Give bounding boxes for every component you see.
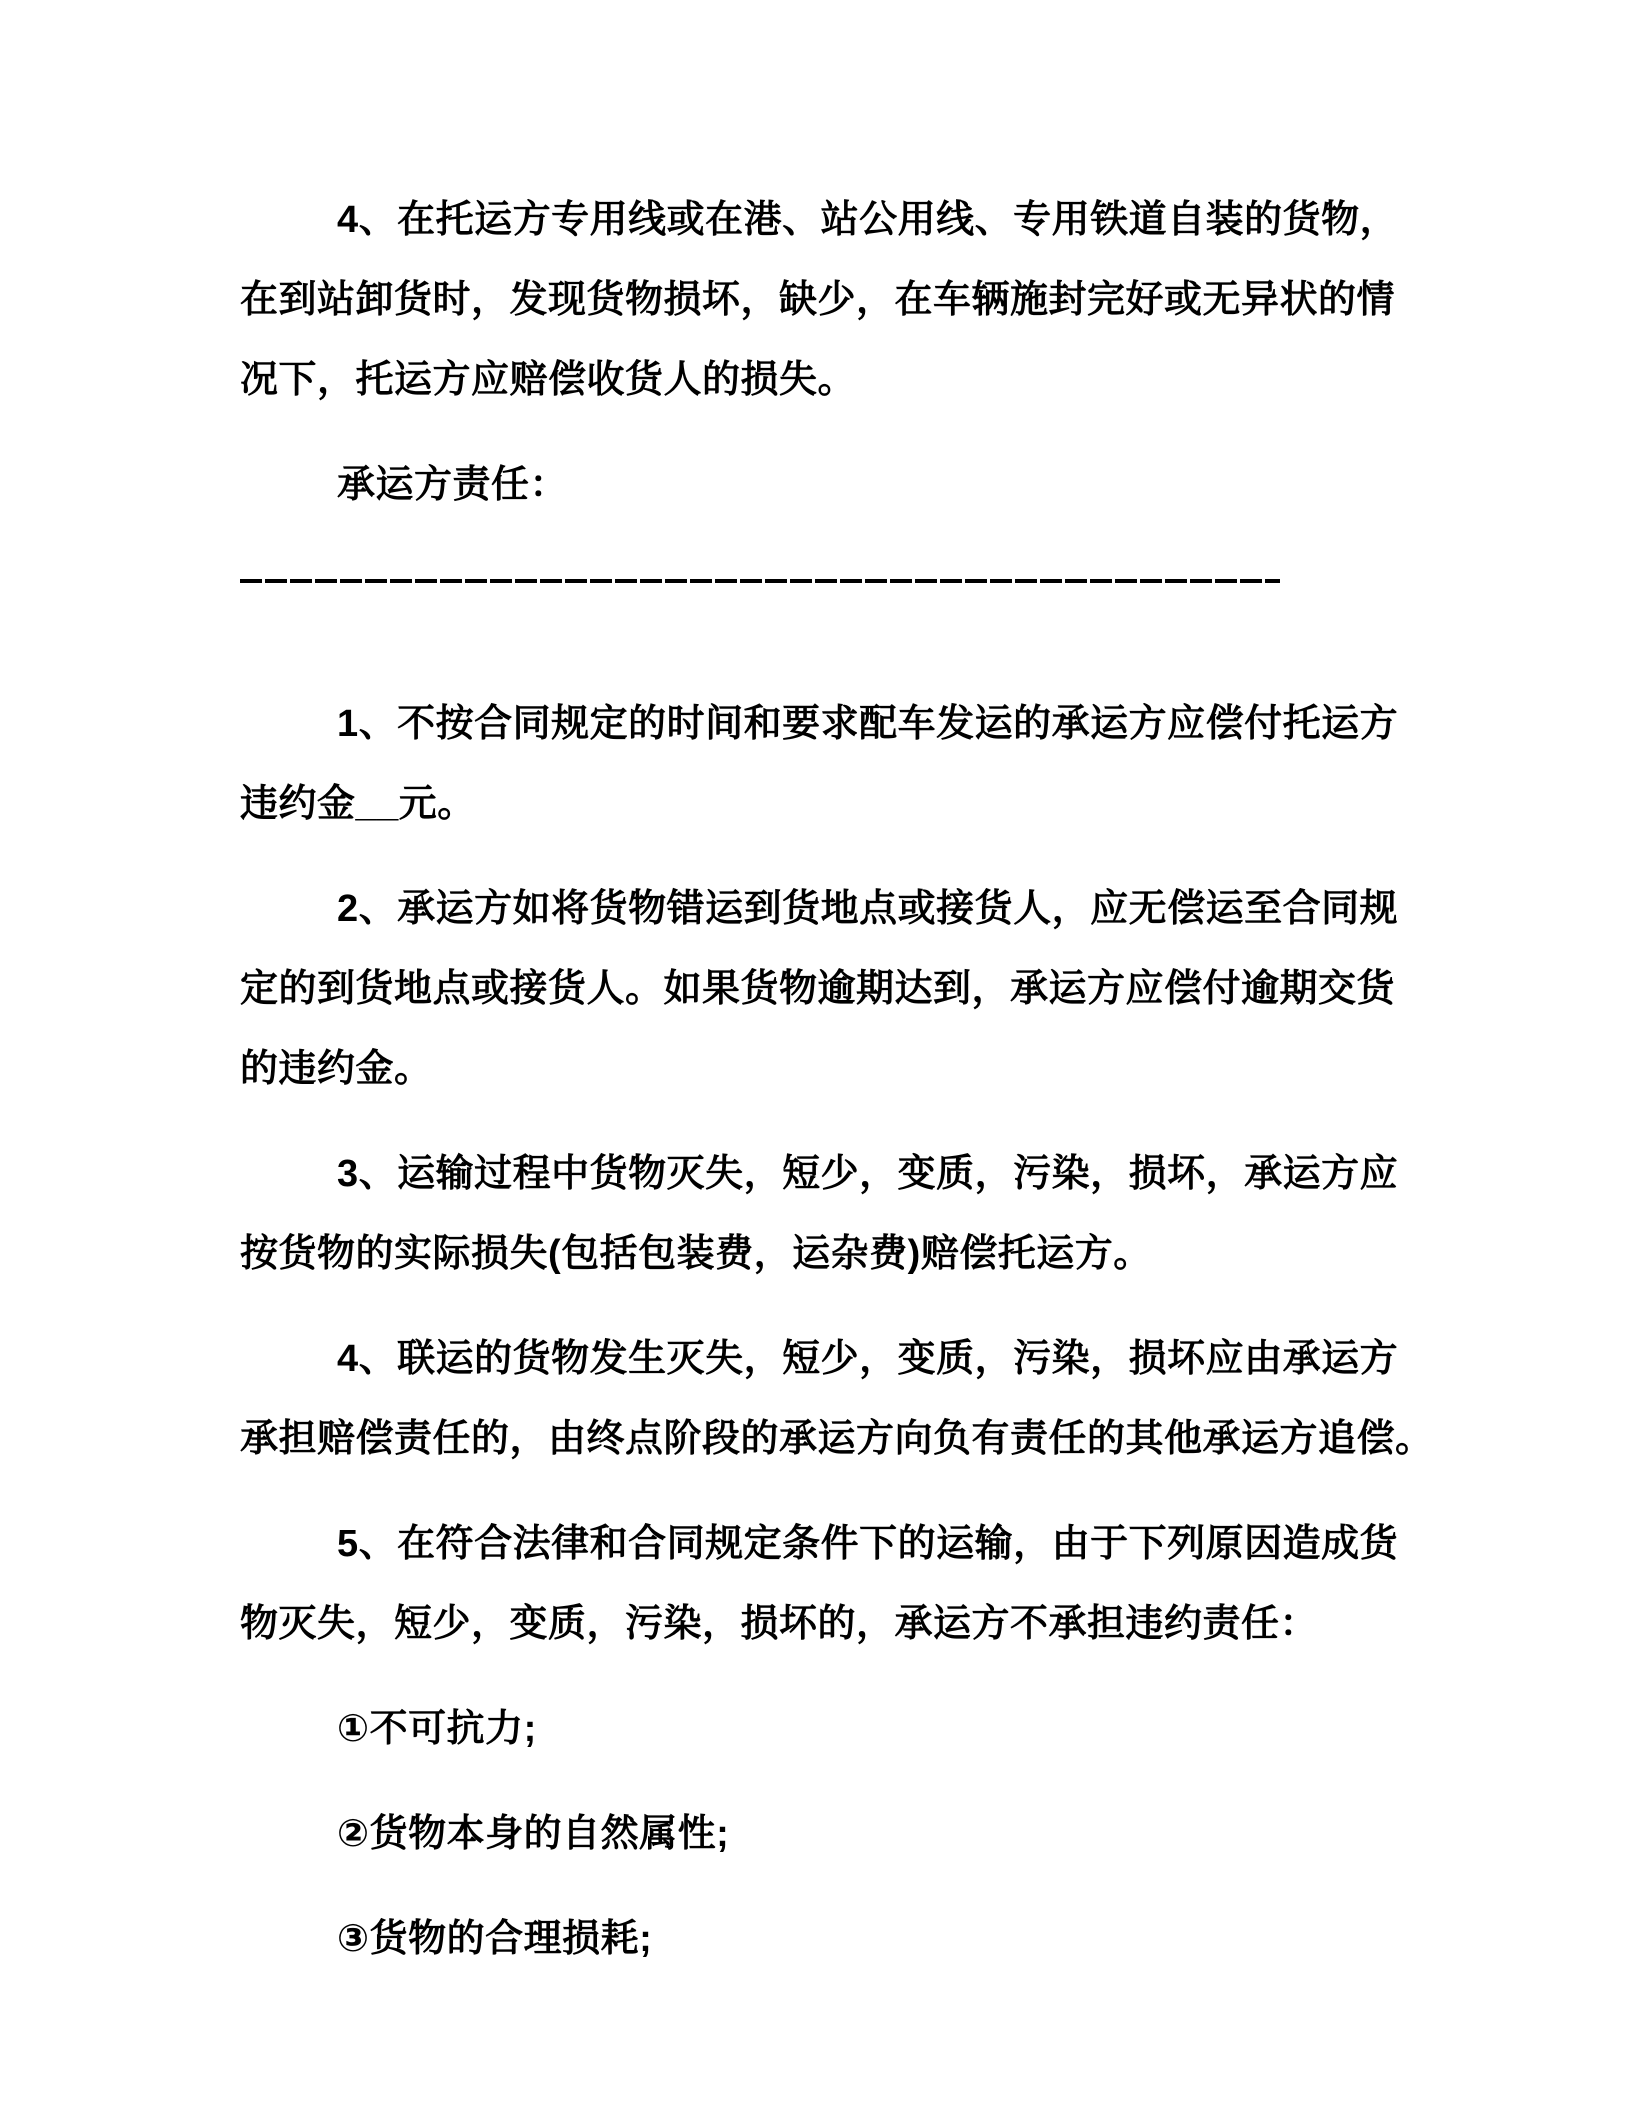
paragraph	[240, 180, 1417, 420]
text-line: 按货物的实际损失(包括包装费，运杂费)赔偿托运方。	[240, 1233, 1152, 1275]
paragraph	[240, 1134, 1417, 1294]
text-line: 4、联运的货物发生灭失，短少，变质，污染，损坏应由承运方	[337, 1338, 1399, 1380]
text-line: 2、承运方如将货物错运到货地点或接货人，应无偿运至合同规	[337, 888, 1399, 930]
text-line: ③货物的合理损耗;	[337, 1918, 653, 1960]
text-line: 违约金__元。	[240, 783, 476, 825]
paragraph	[240, 869, 1417, 1109]
paragraph	[240, 1794, 1417, 1874]
text-line: 物灭失，短少，变质，污染，损坏的，承运方不承担违约责任：	[240, 1603, 1319, 1645]
text-line: 在到站卸货时，发现货物损坏，缺少，在车辆施封完好或无异状的情	[240, 279, 1396, 321]
text-line: ②货物本身的自然属性;	[337, 1813, 730, 1855]
paragraph	[240, 1689, 1417, 1769]
text-line: 况下，托运方应赔偿收货人的损失。	[240, 359, 857, 401]
text-line: 的违约金。	[240, 1048, 433, 1090]
text-line: 承担赔偿责任的，由终点阶段的承运方向负有责任的其他承运方追偿。	[240, 1418, 1434, 1460]
text-line: 3、运输过程中货物灭失，短少，变质，污染，损坏，承运方应	[337, 1153, 1399, 1195]
underscore-rule-line	[240, 579, 1417, 659]
text-line: 承运方责任：	[337, 464, 569, 506]
text-line: 1、不按合同规定的时间和要求配车发运的承运方应偿付托运方	[337, 703, 1399, 745]
fill-in-blank-paragraph	[240, 579, 1417, 659]
text-line: ①不可抗力;	[337, 1708, 537, 1750]
paragraph	[240, 1899, 1417, 1979]
underscore-rule-bar	[240, 579, 1280, 583]
paragraph	[240, 1319, 1434, 1479]
text-line: 5、在符合法律和合同规定条件下的运输，由于下列原因造成货	[337, 1523, 1399, 1565]
text-line: 4、在托运方专用线或在港、站公用线、专用铁道自装的货物，	[337, 199, 1399, 241]
paragraph	[240, 684, 1417, 844]
document-content	[240, 180, 1434, 1979]
paragraph	[240, 445, 1417, 525]
text-line: 定的到货地点或接货人。如果货物逾期达到，承运方应偿付逾期交货	[240, 968, 1396, 1010]
paragraph	[240, 1504, 1417, 1664]
